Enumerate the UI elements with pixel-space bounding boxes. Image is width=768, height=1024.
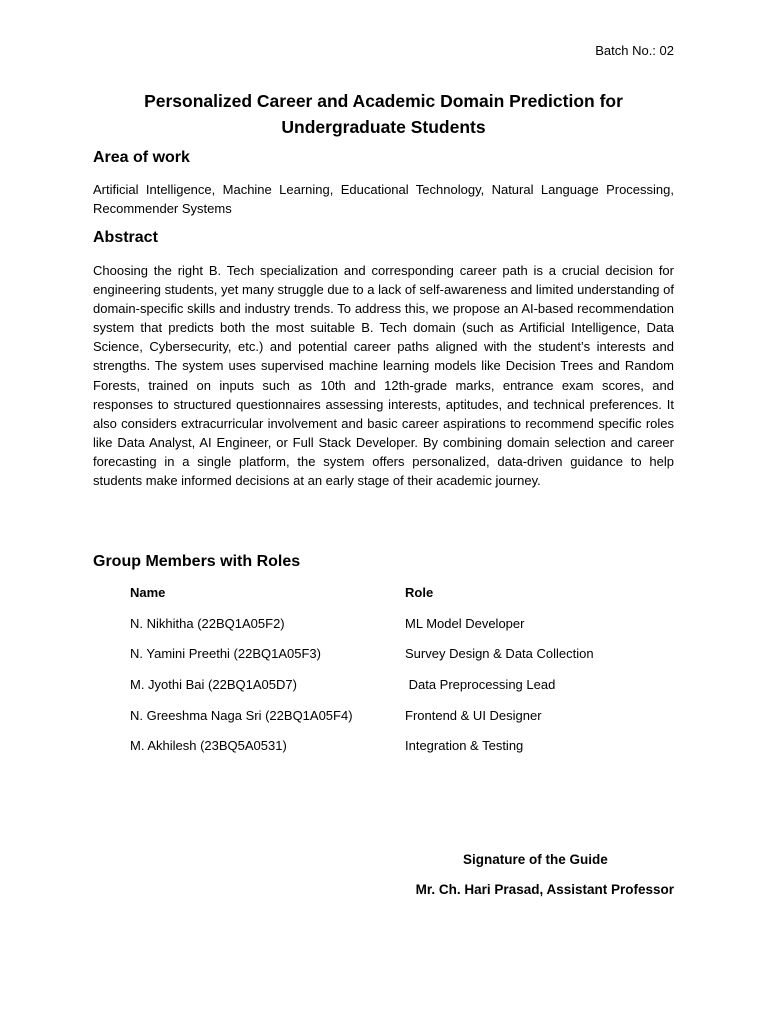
page-title [93,88,674,140]
group-members-heading: Group Members with Roles [93,553,301,570]
member-role: Survey Design & Data Collection [405,646,594,662]
members-table-header [130,585,675,616]
member-role: Data Preprocessing Lead [405,677,556,693]
member-name: M. Akhilesh (23BQ5A0531) [130,738,287,754]
area-of-work-heading: Area of work [93,149,190,166]
title-line-1: Personalized Career and Academic Domain Prediction for [144,91,623,111]
member-name: N. Greeshma Naga Sri (22BQ1A05F4) [130,707,353,723]
member-role: ML Model Developer [405,615,525,631]
table-row [130,708,675,739]
members-table [130,585,675,769]
member-name: N. Nikhitha (22BQ1A05F2) [130,615,285,631]
title-line-2: Undergraduate Students [281,117,486,137]
column-header-name: Name [130,585,166,600]
member-name: N. Yamini Preethi (22BQ1A05F3) [130,646,321,662]
abstract-text: Choosing the right B. Tech specialization and corresponding career path is a crucial decision for engineering students, yet many struggle due to a lack of self-awareness and limited understanding of domain-specific skills and industry trends. To address this, we propose an AI-based recommendation system that predicts both the most suitable B. Tech domain (such as Artificial Intelligence, Data Science, Cybersecurity, etc.) and potential career paths aligned with the student’s interests and strengths. The system uses supervised machine learning models like Decision Trees and Random Forests, trained on inputs such as 10th and 12th-grade marks, entrance exam scores, and responses to structured questionnaires assessing interests, aptitudes, and technical preferences. It also considers extracurricular involvement and basic career aspirations to recommend specific roles like Data Analyst, AI Engineer, or Full Stack Developer. By combining domain selection and career forecasting in a single platform, the system offers personalized, data-driven guidance to help students make informed decisions at an early stage of their academic journey. [93,263,674,489]
member-role: Integration & Testing [405,738,524,754]
signature-title: Signature of the Guide [463,852,608,867]
table-row [130,616,675,647]
area-of-work-text: Artificial Intelligence, Machine Learning, Educational Technology, Natural Language Processing, Recommender Systems [93,182,674,217]
column-header-role: Role [405,585,434,600]
batch-number: Batch No.: 02 [595,43,674,58]
member-name: M. Jyothi Bai (22BQ1A05D7) [130,677,297,693]
table-row [130,646,675,677]
guide-name: Mr. Ch. Hari Prasad, Assistant Professor [415,882,674,897]
table-row [130,738,675,769]
abstract-heading: Abstract [93,229,158,246]
member-role: Frontend & UI Designer [405,707,542,723]
table-row [130,677,675,708]
